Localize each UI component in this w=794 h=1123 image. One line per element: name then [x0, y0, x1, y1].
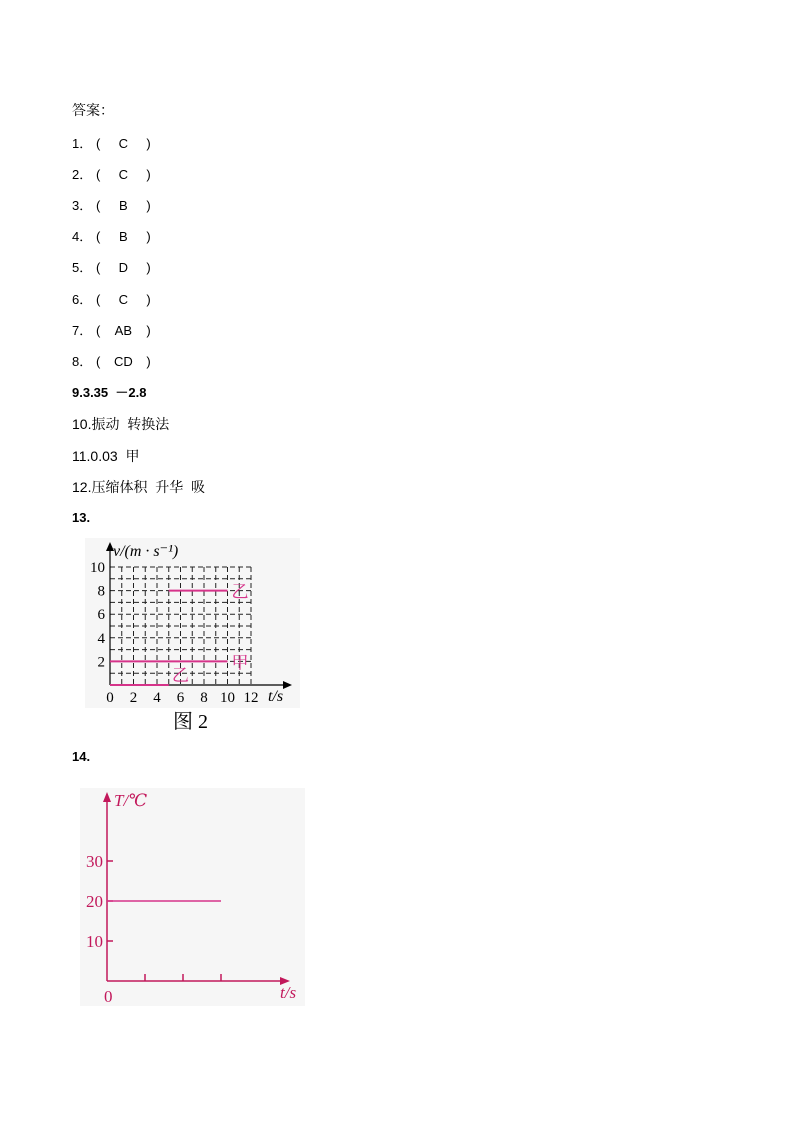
choice-item-5: 5． ( D ): [72, 260, 151, 275]
choice-item-1: 1． ( C ): [72, 136, 151, 151]
x-axis-label: t/s: [280, 983, 297, 1002]
series-label: 乙: [172, 666, 189, 685]
tick-labels: [86, 852, 103, 951]
answer-9: 9.3.35 －2.8: [72, 385, 147, 400]
choice-item-4: 4． ( B ): [72, 229, 151, 244]
choice-item-8: 8． ( CD ): [72, 354, 151, 369]
y-tick-label: 6: [97, 607, 105, 624]
y-tick-label: 8: [97, 583, 105, 600]
chart-background: [80, 788, 305, 1006]
series-label: 甲: [231, 653, 249, 673]
y-tick-label: 10: [90, 560, 105, 576]
choice-item-7: 7． ( AB ): [72, 323, 151, 338]
x-tick-label: 0: [106, 690, 114, 706]
y-tick-label: 4: [97, 630, 105, 647]
choice-item-2: 2． ( C ): [72, 167, 151, 182]
y-tick-label: 30: [86, 852, 103, 871]
temperature-time-chart: [80, 788, 305, 1006]
x-tick-label: 8: [200, 690, 208, 706]
x-axis-label: t/s: [268, 688, 284, 705]
chart-caption: 图 2: [173, 711, 208, 733]
x-tick-label: 10: [220, 690, 235, 706]
answer-10: 10.振动 转换法: [72, 416, 170, 432]
y-tick-label: 20: [86, 892, 103, 911]
answer-13-label: 13.: [72, 510, 91, 525]
answers-heading: 答案：: [72, 102, 114, 118]
y-tick-label: 2: [97, 654, 105, 671]
x-tick-label: 2: [129, 690, 138, 706]
answer-14-label: 14.: [72, 749, 91, 764]
velocity-time-chart: [85, 538, 300, 738]
answer-11: 11.0.03 甲: [72, 448, 140, 464]
series-label: 乙: [231, 582, 249, 602]
choice-item-6: 6． ( C ): [72, 292, 151, 307]
answer-12: 12.压缩体积 升华 吸: [72, 479, 206, 495]
x-tick-label: 12: [243, 690, 259, 706]
choice-item-3: 3． ( B ): [72, 198, 151, 213]
y-axis-label: v/(m · s⁻¹): [113, 543, 179, 560]
y-axis-label: T/℃: [114, 791, 148, 810]
y-tick-label: 10: [86, 932, 103, 951]
x-tick-label: 6: [176, 690, 185, 706]
x-tick-label: 4: [153, 690, 161, 706]
origin-label: 0: [104, 987, 113, 1006]
